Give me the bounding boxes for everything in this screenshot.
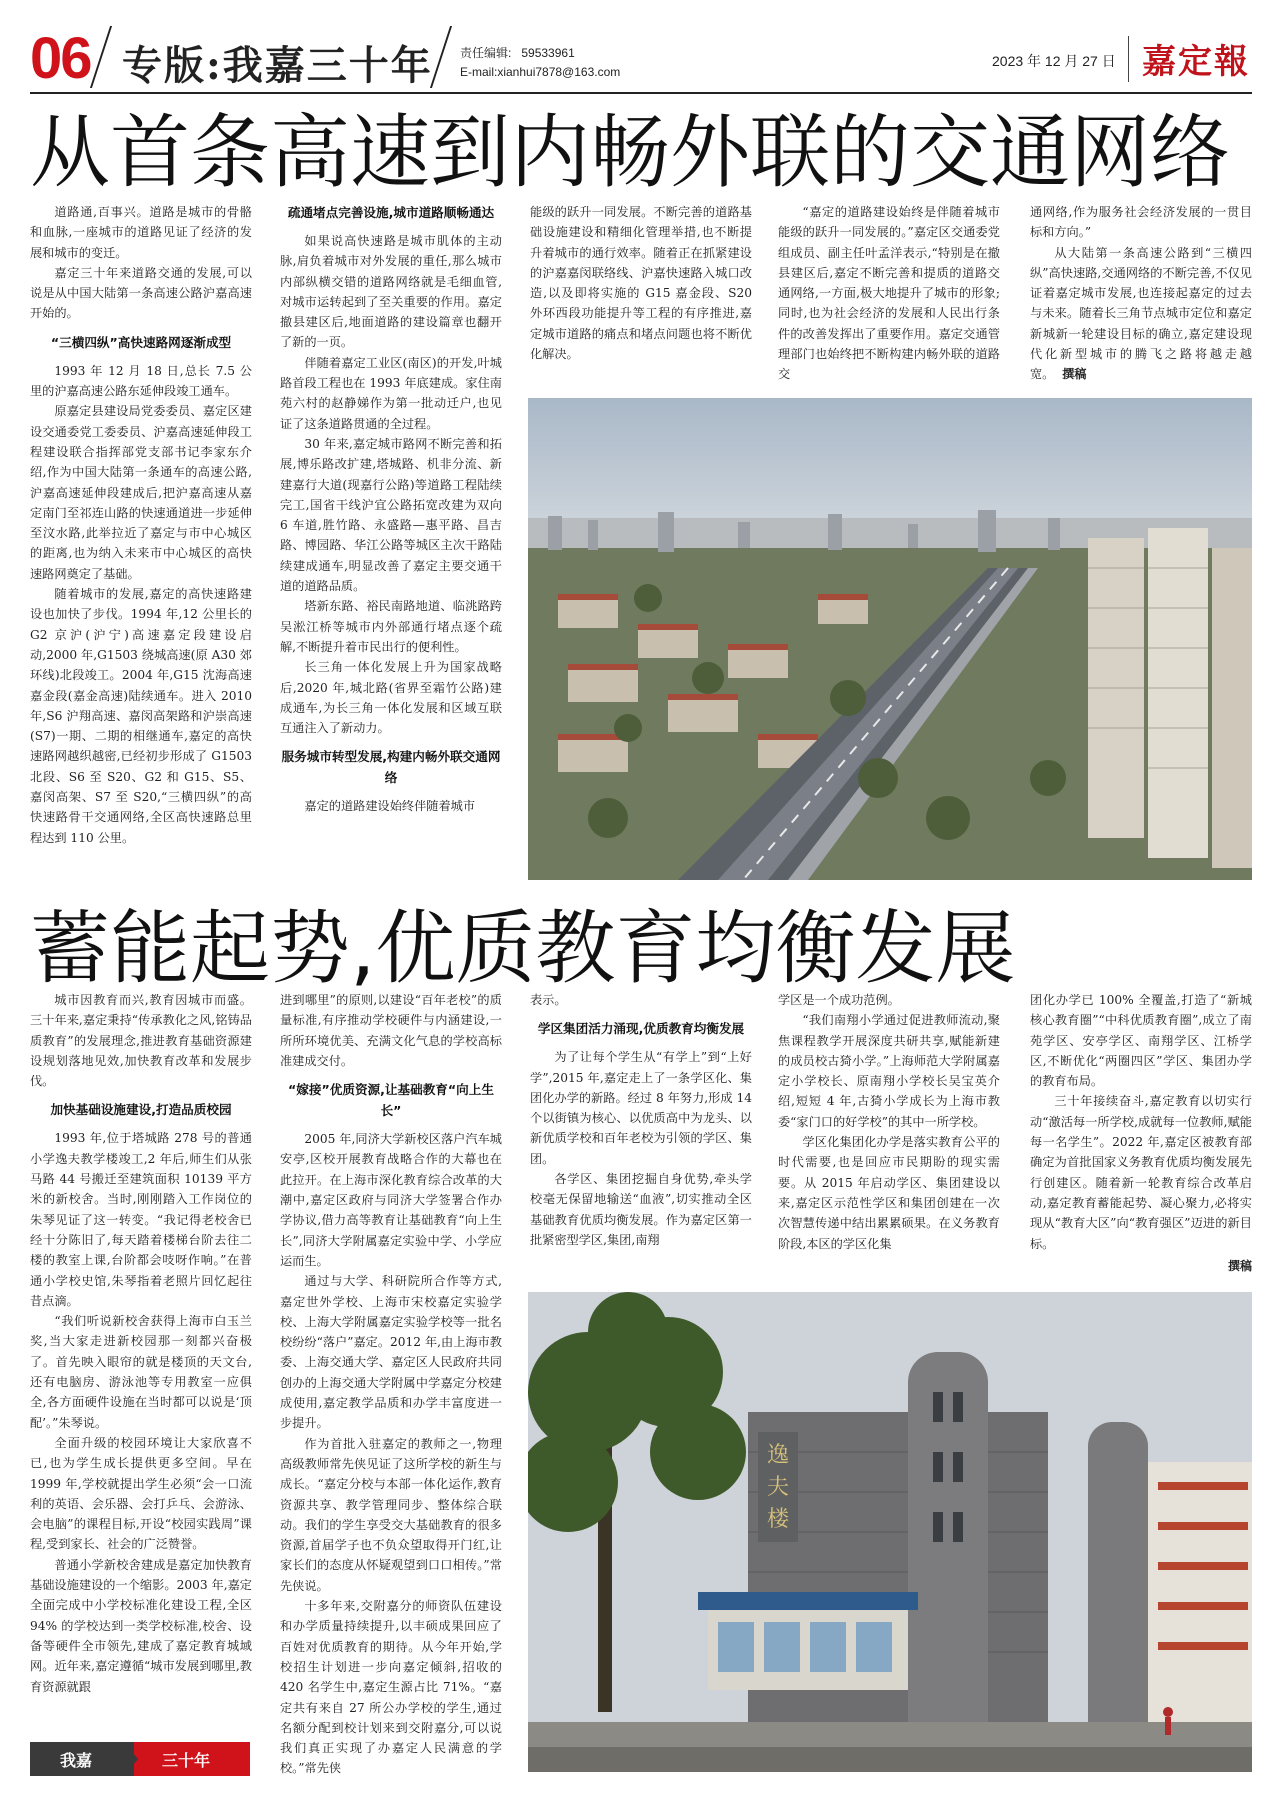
paragraph: 伴随着嘉定工业区(南区)的开发,叶城路首段工程也在 1993 年底建成。家住南苑六村的赵静娣作为第一批动迁户,也见证了这条道路贯通的全过程。 (280, 355, 502, 431)
paragraph: 道路通,百事兴。道路是城市的骨骼和血脉,一座城市的道路见证了经济的发展和城市的变迁。 (30, 205, 252, 260)
paragraph: 表示。 (530, 993, 567, 1007)
paragraph: 十多年来,交附嘉分的师资队伍建设和办学质量持续提升,以丰硕成果回应了百姓对优质教育的期待。从今年开始,学校招生计划进一步向嘉定倾斜,招收的 420 名学生中,嘉定生源占比 71%。“嘉定共有来自 27 所公办学校的学生,通过名额分配到校计划来到交附嘉分,可以说我们真正实现了办嘉定人民满意的学校。”常先侠 (280, 1599, 502, 1776)
paragraph: 长三角一体化发展上升为国家战略后,2020 年,城北路(省界至霜竹公路)建成通车,为长三角一体化发展和区域互联互通注入了新动力。 (280, 660, 502, 736)
subheading: “嫁接”优质资源,让基础教育“向上生长” (288, 1082, 494, 1119)
story1-column-3 (530, 202, 752, 382)
byline-label: 撰稿 (1227, 1258, 1252, 1273)
building-sign-char: 夫 (766, 1475, 790, 1500)
paragraph: 塔新东路、裕民南路地道、临洮路跨吴淞江桥等城市内外部通行堵点逐个疏解,不断提升着市民出行的便利性。 (280, 599, 502, 654)
subheading: 服务城市转型发展,构建内畅外联交通网络 (281, 749, 501, 786)
paragraph: “我们听说新校舍获得上海市白玉兰奖,当大家走进新校园那一刻都兴奋极了。首先映入眼帘的就是楼顶的天文台,还有电脑房、游泳池等专用教室一应俱全,各方面硬件设施在当时都可以说是‘顶配’。”朱琴说。 (30, 1314, 252, 1430)
paragraph: 从大陆第一条高速公路到“三横四纵”高快速路,交通网络的不断完善,不仅见证着嘉定城市发展,也连接起嘉定的过去与未来。随着长三角节点城市定位和嘉定新城新一轮建设目标的确立,嘉定建设现代化新型城市的腾飞之路将越走越宽。 撰稿 (1030, 245, 1252, 382)
story2-column-3 (530, 990, 752, 1290)
subheading: 加快基础设施建设,打造品质校园 (50, 1102, 232, 1118)
masthead-divider (90, 26, 112, 88)
building-sign-char: 逸 (766, 1443, 790, 1468)
story1-column-1 (30, 202, 252, 882)
editor-info (460, 44, 620, 82)
highway-aerial-illustration (528, 398, 1252, 880)
paragraph: 通网络,作为服务社会经济发展的一贯目标和方向。” (1030, 205, 1252, 240)
paragraph: 各学区、集团挖掘自身优势,牵头学校毫无保留地输送“血液”,切实推动全区基础教育优质均衡发展。作为嘉定区第一批紧密型学区,集团,南翔 (530, 1172, 752, 1247)
paragraph: 城市因教育而兴,教育因城市而盛。三十年来,嘉定秉持“传承教化之风,铭铸品质教育”的发展理念,推进教育基础资源建设规划落地见效,加快教育改革和发展步伐。 (30, 993, 252, 1089)
story1-column-4 (778, 202, 1000, 382)
section-title: 专版:我嘉三十年 (122, 42, 433, 89)
paragraph: 通过与大学、科研院所合作等方式,嘉定世外学校、上海市宋校嘉定实验学校、上海大学附属嘉定实验学校等一批名校纷纷“落户”嘉定。2012 年,由上海市教委、上海交通大学、嘉定区人民政府共同创办的上海交通大学附属中学嘉定分校建成使用,嘉定教学品质和办学丰富度进一步提升。 (280, 1274, 502, 1431)
paragraph: 作为首批入驻嘉定的教师之一,物理高级教师常先侠见证了这所学校的新生与成长。“嘉定分校与本部一体化运作,教育资源共享、教学管理同步、整体综合联动。我们的学生享受交大基础教育的很多资源,首届学子也不负众望取得开门红,让家长们的态度从怀疑观望到口口相传。”常先侠说。 (280, 1436, 502, 1593)
section-tag-notch (124, 1742, 138, 1776)
paragraph: 能级的跃升一同发展。不断完善的道路基础设施建设和精细化管理举措,也不断提升着城市的通行效率。随着正在抓紧建设的沪嘉嘉闵联络线、沪嘉快速路入城口改造,以及即将实施的 G15 嘉金段、S20 外环西段功能提升等工程的有序推进,嘉定城市道路的痛点和堵点问题也将不断优化解决。 (530, 205, 752, 362)
paragraph: 嘉定的道路建设始终伴随着城市 (304, 799, 476, 814)
story2-column-5 (1030, 990, 1252, 1290)
story1-column-2 (280, 202, 502, 882)
paragraph: 2005 年,同济大学新校区落户汽车城安亭,区校开展教育战略合作的大幕也在此拉开。在上海市深化教育综合改革的大潮中,嘉定区政府与同济大学签署合作办学协议,借力高等教育让基础教育“向上生长”,同济大学附属嘉定实验中学、小学应运而生。 (280, 1132, 502, 1268)
story2-column-1 (30, 990, 252, 1750)
building-sign-char: 楼 (766, 1507, 790, 1532)
school-building-illustration (528, 1292, 1252, 1772)
highway-aerial-photo (528, 398, 1252, 880)
story1-headline: 从首条高速到内畅外联的交通网络 (30, 106, 1230, 199)
issue-date: 2023 年 12 月 27 日 (992, 53, 1116, 69)
section-tag-label: 三十年 (162, 1751, 211, 1770)
school-building-photo (528, 1292, 1252, 1772)
subheading: 疏通堵点完善设施,城市道路顺畅通达 (287, 205, 495, 220)
story2-column-2 (280, 990, 502, 1780)
paragraph: 三十年接续奋斗,嘉定教育以切实行动“激活每一所学校,成就每一位教师,赋能每一名学生”。2022 年,嘉定区被教育部确定为首批国家义务教育优质均衡发展先行创建区。随着新一轮教育综合改革启动,嘉定教育蓄能起势、凝心聚力,必将实现从“教育大区”向“教育强区”迈进的新目标。 (1030, 1094, 1252, 1251)
masthead-divider (430, 26, 452, 88)
paragraph: 1993 年,位于塔城路 278 号的普通小学逸夫教学楼竣工,2 年后,师生们从张马路 44 号搬迁至建筑面积 10139 平方米的新校舍。当时,刚刚踏入工作岗位的朱琴见证了这一转变。“我记得老校舍已经十分陈旧了,每天踏着楼梯台阶去往二楼的教室上课,台阶都会吱呀作响。”在普通小学校史馆,朱琴指着老照片回忆起往昔点滴。 (30, 1131, 252, 1308)
paragraph: 为了让每个学生从“有学上”到“上好学”,2015 年,嘉定走上了一条学区化、集团化办学的新路。经过 8 年努力,形成 14 个以街镇为核心、以优质高中为龙头、以新优质学校和百年老校为引领的学区、集团。 (530, 1050, 752, 1166)
paragraph: 嘉定三十年来道路交通的发展,可以说是从中国大陆第一条高速公路沪嘉高速开始的。 (30, 265, 252, 321)
paragraph: 1993 年 12 月 18 日,总长 7.5 公里的沪嘉高速公路东延伸段竣工通车。 (30, 363, 252, 399)
masthead-rule (30, 92, 1252, 94)
paragraph: 进到哪里”的原则,以建设“百年老校”的质量标准,有序推动学校硬件与内涵建设,一所所环境优美、充满文化气息的学校高标准建成交付。 (280, 993, 502, 1068)
editor-line: 责任编辑: (460, 46, 512, 60)
byline (1030, 1256, 1252, 1276)
story2-headline: 蓄能起势,优质教育均衡发展 (30, 902, 1016, 995)
paragraph: 普通小学新校舍建成是嘉定加快教育基础设施建设的一个缩影。2003 年,嘉定全面完成中小学校标准化建设工程,全区 94% 的学校达到一类学校标准,校舍、设备等硬件全市领先,建成了嘉定教育城域网。近年来,嘉定遵循“城市发展到哪里,教育资源就跟 (30, 1557, 252, 1694)
editor-email[interactable]: E-mail:xianhui7878@163.com (460, 65, 621, 79)
paragraph: “我们南翔小学通过促进教师流动,聚焦课程教学开展深度共研共享,赋能新建的成员校古猗小学。”上海师范大学附属嘉定小学校长、原南翔小学校长吴宝英介绍,短短 4 年,古猗小学成长为上海市教委“家门口的好学校”的其中一所学校。 (778, 1013, 1000, 1129)
byline-label: 撰稿 (1062, 367, 1087, 382)
section-tag-label: 我嘉 (60, 1751, 93, 1770)
paragraph: 如果说高快速路是城市肌体的主动脉,肩负着城市对外发展的重任,那么城市内部纵横交错的道路网络就是毛细血管,对城市运转起到了至关重要的作用。嘉定撤县建区后,地面道路的建设篇章也翻开了新的一页。 (280, 234, 502, 350)
newspaper-logo: 嘉定報 (1142, 42, 1250, 82)
paragraph: 随着城市的发展,嘉定的高快速路建设也加快了步伐。1994 年,12 公里长的 G2 京沪(沪宁)高速嘉定段建设启动,2000 年,G1503 绕城高速(原 A30 郊环线)北段竣工。2004 年,G15 沈海高速嘉金段(嘉金高速)陆续通车。进入 2010 年,S6 沪翔高速、嘉闵高架路和沪崇高速(S7)一期、二期的相继通车,嘉定的高快速路网越织越密,已经初步形成了 G1503 北段、S6 至 S20、G2 和 G15、S5、嘉闵高架、S7 至 S20,“三横四纵”的高快速路骨干交通网络,全区高快速路总里程达到 110 公里。 (30, 587, 252, 845)
masthead-divider (1128, 36, 1129, 82)
section-tag (30, 1742, 250, 1776)
story2-column-4 (778, 990, 1000, 1290)
story1-column-5 (1030, 202, 1252, 382)
editor-phone: 59533961 (521, 46, 575, 60)
paragraph: 团化办学已 100% 全覆盖,打造了“新城核心教育圈”“中科优质教育圈”,成立了南苑学区、安亭学区、南翔学区、江桥学区,不断优化“两圈四区”学区、集团办学的教育布局。 (1030, 993, 1252, 1089)
paragraph: 原嘉定县建设局党委委员、嘉定区建设交通委党工委委员、沪嘉高速延伸段工程建设联合指挥部党支部书记李家东介绍,作为中国大陆第一条通车的高速公路,沪嘉高速延伸段建成后,把沪嘉高速从嘉定南门至祁连山路的快速通道进一步延伸至汶水路,此举拉近了嘉定与市中心城区的距离,也为纳入未来市中心城区的高快速路网奠定了基础。 (30, 404, 252, 581)
paragraph: 学区化集团化办学是落实教育公平的时代需要,也是回应市民期盼的现实需要。从 2015 年启动学区、集团建设以来,嘉定区示范性学区和集团创建在一次次智慧传递中结出累累硕果。在义务教育阶段,本区的学区化集 (778, 1135, 1000, 1251)
subheading: 学区集团活力涌现,优质教育均衡发展 (537, 1021, 745, 1037)
subheading: “三横四纵”高快速路网逐渐成型 (50, 334, 232, 350)
paragraph: “嘉定的道路建设始终是伴随着城市能级的跃升一同发展的。”嘉定区交通委党组成员、副主任叶孟洋表示,“特别是在撤县建区后,嘉定不断完善和提质的道路交通网络,一方面,极大地提升了城市的形象;同时,也为社会经济的发展和人民出行条件的改善发挥出了重要作用。嘉定交通管理部门也始终把不断构建内畅外联的道路交 (778, 205, 1000, 382)
paragraph: 学区是一个成功范例。 (778, 993, 900, 1007)
paragraph: 30 年来,嘉定城市路网不断完善和拓展,博乐路改扩建,塔城路、机非分流、新建嘉行大道(现嘉行公路)等道路工程陆续完工,国省干线沪宜公路拓宽改建为双向 6 车道,胜竹路、永盛路—惠平路、昌吉路、博园路、华江公路等城区主次干路陆续建成通车,明显改善了嘉定主要交通干道的道路品质。 (280, 436, 502, 594)
paragraph: 全面升级的校园环境让大家欣喜不已,也为学生成长提供更多空间。早在 1999 年,学校就提出学生必须“会一口流利的英语、会乐器、会打乒乓、会游泳、会电脑”的课程目标,开设“校园实践周”课程,受到家长、社会的广泛赞誉。 (30, 1435, 252, 1552)
page-number: 06 (30, 26, 91, 91)
